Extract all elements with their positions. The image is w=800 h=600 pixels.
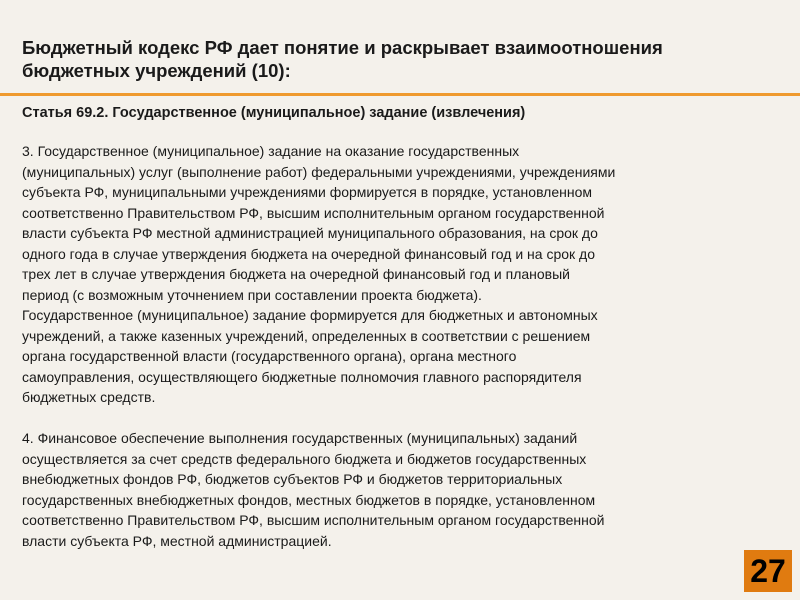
page-number-badge: 27 (744, 550, 792, 592)
paragraph-assignment-scope: Государственное (муниципальное) задание формируется для бюджетных и автономных учреждений, а также казенных учреждений, определенных в соответствии с решением органа государственной власти (государственного органа), органа местного самоуправления, осуществляющего бюджетные полномочия главного распорядителя бюджетных средств. (22, 307, 598, 405)
title-divider (0, 93, 800, 96)
paragraph-item-4: 4. Финансовое обеспечение выполнения государственных (муниципальных) заданий осуществляется за счет средств федерального бюджета и бюджетов государственных внебюджетных фондов РФ, бюджетов субъектов РФ и бюджетов территориальных государственных внебюджетных фондов, местных бюджетов в порядке, установленном соответственно Правительством РФ, высшим исполнительным органом государственной власти субъекта РФ, местной администрацией. (22, 430, 605, 549)
paragraph-gap (22, 408, 782, 429)
article-heading: Статья 69.2. Государственное (муниципальное) задание (извлечения) (22, 105, 526, 121)
article-body (22, 141, 782, 551)
paragraph-item-3: 3. Государственное (муниципальное) задание на оказание государственных (муниципальных) услуг (выполнение работ) федеральными учреждениями, учреждениями субъекта РФ, муниципальными учреждениями формируется в порядке, установленном соответственно Правительством РФ, высшим исполнительным органом государственной власти субъекта РФ местной администрацией муниципального образования, на срок до одного года в случае утверждения бюджета на очередной финансовый год и на срок до трех лет в случае утверждения бюджета на очередной финансовый год и плановый период (с возможным уточнением при составлении проекта бюджета). (22, 143, 616, 303)
page-title: Бюджетный кодекс РФ дает понятие и раскрывает взаимоотношения бюджетных учреждений (10): (22, 37, 663, 81)
